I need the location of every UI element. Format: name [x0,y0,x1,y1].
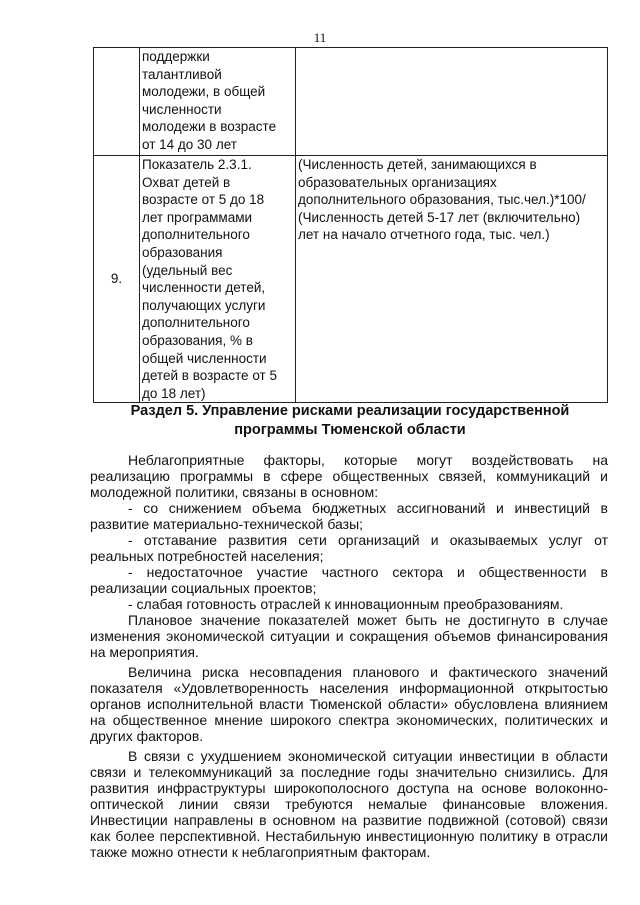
row-number-cell: 9. [94,156,140,403]
planned-value-paragraph: Плановое значение показателей может быть не достигнуто в случае изменения экономической ситуации и сокращения объемов финансирования на мероприятия. [90,612,608,660]
indicator-name-text: поддержки талантливой молодежи, в общей численности молодежи в возрасте от 14 до 30 лет [142,49,277,152]
formula-cell [296,156,608,403]
section-title: Раздел 5. Управление рисками реализации государственной программы Тюменской области [130,403,570,438]
indicator-name-cell [140,48,296,156]
investment-paragraph: В связи с ухудшением экономической ситуации инвестиции в области связи и телекоммуникаций за последние годы значительно снизились. Для развития инфраструктуры широкополосного доступа на основе волоконно-оптической линии связи требуются немалые финансовые вложения. Инвестиции направлены в основном на развитие подвижной (сотовой) связи как более перспективной. Нестабильную инвестиционную политику в отрасли также можно отнести к неблагоприятным факторам. [90,748,608,860]
page-number: 11 [313,30,327,45]
indicators-table [93,47,608,403]
table-row [94,156,608,403]
intro-paragraph: Неблагоприятные факторы, которые могут воздействовать на реализацию программы в сфере общественных связей, коммуникаций и молодежной политики, связаны в основном: [90,452,608,500]
table-row [94,48,608,156]
risk-factor-item: - слабая готовность отраслей к инновационным преобразованиям. [128,596,564,612]
row-number-cell [94,48,140,156]
indicator-name-text: Показатель 2.3.1. Охват детей в возрасте от 5 до 18 лет программами дополнительного образования (удельный вес численности детей, получающих услуги дополнительного образования, % в общей численности детей в возрасте от 5 до 18 лет) [142,157,277,401]
formula-cell [296,48,608,156]
indicator-name-cell [140,156,296,403]
risk-paragraph: Величина риска несовпадения планового и фактического значений показателя «Удовлетворенность населения информационной открытостью органов исполнительной власти Тюменской области» обусловлена влиянием на общественное мнение широкого спектра экономических, политических и других факторов. [90,664,608,744]
risk-factor-item: - со снижением объема бюджетных ассигнований и инвестиций в развитие материально-технической базы; [90,500,608,532]
risk-factor-item: - недостаточное участие частного сектора и общественности в реализации социальных проектов; [90,564,608,596]
formula-text: (Численность детей, занимающихся в образовательных организациях дополнительного образования, тыс.чел.)*100/ (Численность детей 5-17 лет (включительно) лет на начало отчетного года, тыс. чел.) [298,157,586,243]
body-text [90,452,608,860]
risk-factor-item: - отставание развития сети организаций и оказываемых услуг от реальных потребностей населения; [90,532,608,564]
